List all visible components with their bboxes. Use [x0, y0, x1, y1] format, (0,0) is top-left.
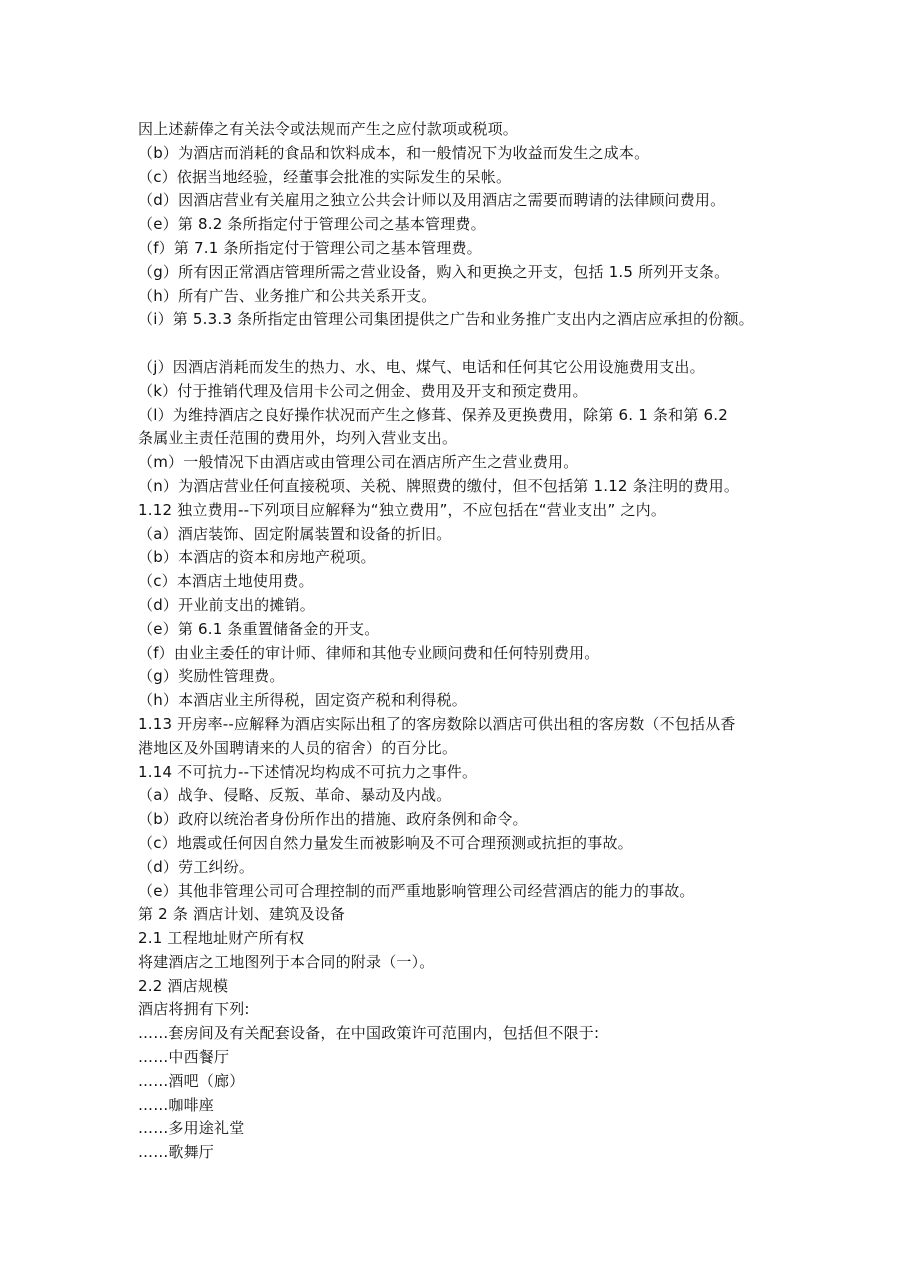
section-heading: 2.1 工程地址财产所有权: [138, 929, 305, 948]
section-heading: 2.2 酒店规模: [138, 976, 229, 995]
list-item: ……酒吧（廊）: [138, 1071, 245, 1090]
text-line: （a）战争、侵略、反叛、革命、暴动及内战。: [138, 786, 452, 805]
text-line: （l）为维持酒店之良好操作状况而产生之修葺、保养及更换费用，除第 6. 1 条和第 6.2: [138, 405, 728, 424]
text-line: （a）酒店装饰、固定附属装置和设备的折旧。: [138, 524, 452, 543]
chapter-heading: 第 2 条 酒店计划、建筑及设备: [138, 905, 346, 924]
text-line: 酒店将拥有下列:: [138, 1000, 250, 1019]
text-line: 港地区及外国聘请来的人员的宿舍）的百分比。: [138, 738, 458, 757]
list-item: ……中西餐厅: [138, 1048, 230, 1067]
text-line: （h）所有广告、业务推广和公共关系开支。: [138, 286, 437, 305]
section-heading: 1.12 独立费用--下列项目应解释为“独立费用”，不应包括在“营业支出” 之内。: [138, 500, 667, 519]
text-line: （j）因酒店消耗而发生的热力、水、电、煤气、电话和任何其它公用设施费用支出。: [138, 357, 705, 376]
section-heading: 1.14 不可抗力--下述情况均构成不可抗力之事件。: [138, 762, 478, 781]
text-line: （c）地震或任何因自然力量发生而被影响及不可合理预测或抗拒的事故。: [138, 833, 633, 852]
text-line: （d）开业前支出的摊销。: [138, 595, 315, 614]
document-page: [138, 118, 838, 1165]
text-line: （i）第 5.3.3 条所指定由管理公司集团提供之广告和业务推广支出内之酒店应承担的份额。: [138, 310, 754, 329]
text-line: （k）付于推销代理及信用卡公司之佣金、费用及开支和预定费用。: [138, 381, 588, 400]
text-line: （n）为酒店营业任何直接税项、关税、牌照费的缴付，但不包括第 1.12 条注明的费用。: [138, 476, 740, 495]
list-item: ……套房间及有关配套设备，在中国政策许可范围内，包括但不限于:: [138, 1024, 600, 1043]
text-line: （g）所有因正常酒店管理所需之营业设备，购入和更换之开支，包括 1.5 所列开支条。: [138, 262, 730, 281]
text-line: （f）由业主委任的审计师、律师和其他专业顾问费和任何特别费用。: [138, 643, 600, 662]
list-item: ……多用途礼堂: [138, 1119, 245, 1138]
text-line: （h）本酒店业主所得税，固定资产税和利得税。: [138, 691, 467, 710]
list-item: ……歌舞厅: [138, 1143, 215, 1162]
section-heading: 1.13 开房率--应解释为酒店实际出租了的客房数除以酒店可供出租的客房数（不包括从香: [138, 714, 736, 733]
blank-line: [138, 332, 838, 356]
text-line: （g）奖励性管理费。: [138, 667, 285, 686]
text-line: 条属业主责任范围的费用外，均列入营业支出。: [138, 429, 458, 448]
text-line: （e）第 8.2 条所指定付于管理公司之基本管理费。: [138, 215, 486, 234]
text-line: （e）第 6.1 条重置储备金的开支。: [138, 619, 380, 638]
text-line: （d）劳工纠纷。: [138, 857, 255, 876]
text-line: （b）政府以统治者身份所作出的措施、政府条例和命令。: [138, 810, 528, 829]
text-line: 将建酒店之工地图列于本合同的附录（一）。: [138, 952, 435, 971]
text-line: （e）其他非管理公司可合理控制的而严重地影响管理公司经营酒店的能力的事故。: [138, 881, 695, 900]
text-line: （f）第 7.1 条所指定付于管理公司之基本管理费。: [138, 238, 482, 257]
text-line: （c）依据当地经验，经董事会批准的实际发生的呆帐。: [138, 167, 512, 186]
list-item: ……咖啡座: [138, 1095, 215, 1114]
text-line: （m）一般情况下由酒店或由管理公司在酒店所产生之营业费用。: [138, 453, 579, 472]
text-line: （d）因酒店营业有关雇用之独立公共会计师以及用酒店之需要而聘请的法律顾问费用。: [138, 191, 726, 210]
text-line: 因上述薪俸之有关法令或法规而产生之应付款项或税项。: [138, 120, 519, 138]
text-line: （b）为酒店而消耗的食品和饮料成本，和一般情况下为收益而发生之成本。: [138, 143, 650, 162]
text-line: （b）本酒店的资本和房地产税项。: [138, 548, 376, 567]
text-line: （c）本酒店土地使用费。: [138, 572, 314, 591]
